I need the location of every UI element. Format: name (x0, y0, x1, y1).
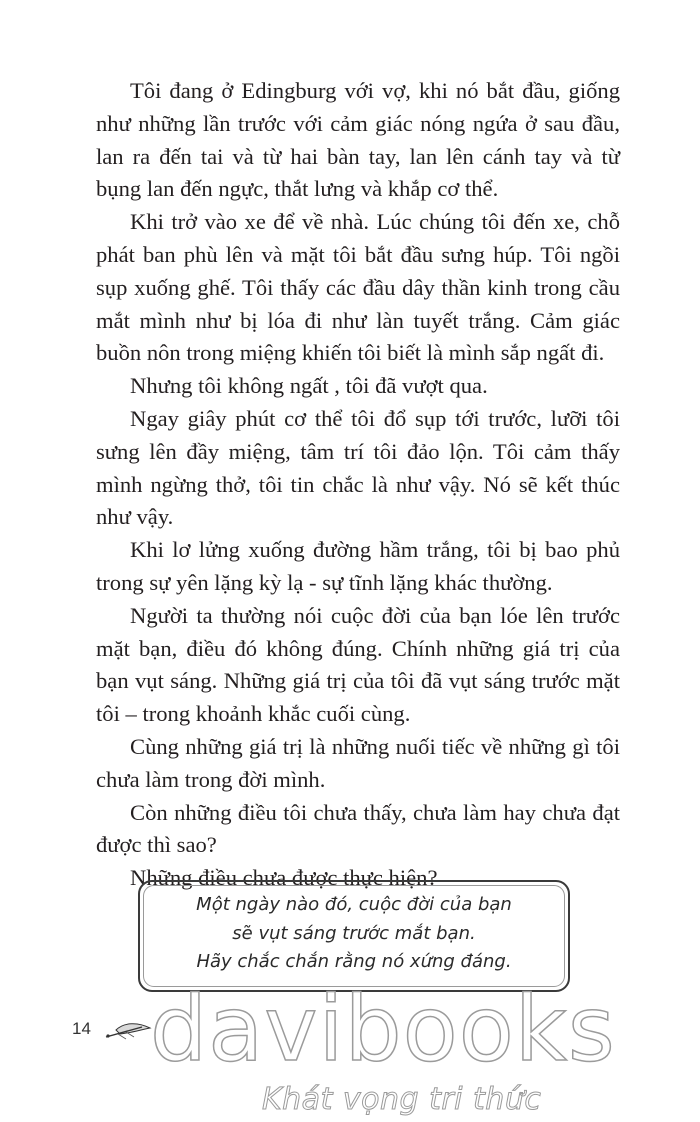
watermark-tagline: Khát vọng tri thức (262, 1082, 542, 1117)
paragraph: Tôi đang ở Edingburg với vợ, khi nó bắt đầu, giống như những lần trước với cảm giác nóng ngứa ở sau đầu, lan ra đến tai và từ hai bàn tay, lan lên cánh tay và từ bụng lan đến ngực, thắt lưng và khắp cơ thể. (96, 78, 620, 202)
paragraph: Những điều chưa được thực hiện? (130, 865, 438, 891)
page-number: 14 (72, 1019, 91, 1038)
body-text (96, 75, 620, 895)
quote-box (138, 880, 570, 992)
paragraph: Nhưng tôi không ngất , tôi đã vượt qua. (130, 373, 488, 399)
quote-text (140, 891, 568, 977)
watermark-brand: davibooks (150, 977, 616, 1082)
paragraph: Khi trở vào xe để về nhà. Lúc chúng tôi đến xe, chỗ phát ban phù lên và mặt tôi bắt đầu sưng húp. Tôi ngồi sụp xuống ghế. Tôi thấy các đầu dây thần kinh trong cầu mắt mình như bị lóa đi như làn tuyết trắng. Cảm giác buồn nôn trong miệng khiến tôi biết là mình sắp ngất đi. (96, 209, 620, 366)
paragraph: Người ta thường nói cuộc đời của bạn lóe lên trước mặt bạn, điều đó không đúng. Chính những giá trị của bạn vụt sáng. Những giá trị của tôi đã vụt sáng trước mặt tôi – trong khoảnh khắc cuối cùng. (96, 602, 620, 727)
paragraph: Khi lơ lửng xuống đường hầm trắng, tôi bị bao phủ trong sự yên lặng kỳ lạ - sự tĩnh lặng khác thường. (96, 537, 620, 595)
paragraph: Còn những điều tôi chưa thấy, chưa làm hay chưa đạt được thì sao? (96, 799, 620, 858)
quote-line: sẽ vụt sáng trước mắt bạn. (232, 922, 476, 944)
feather-quill-icon (98, 1018, 158, 1042)
paragraph: Ngay giây phút cơ thể tôi đổ sụp tới trước, lưỡi tôi sưng lên đầy miệng, tâm trí tôi đảo lộn. Tôi cảm thấy mình ngừng thở, tôi tin chắc là như vậy. Nó sẽ kết thúc như vậy. (96, 405, 620, 530)
quote-line: Hãy chắc chắn rằng nó xứng đáng. (196, 951, 512, 972)
paragraph: Cùng những giá trị là những nuối tiếc về những gì tôi chưa làm trong đời mình. (96, 733, 620, 792)
quote-line: Một ngày nào đó, cuộc đời của bạn (196, 894, 512, 915)
